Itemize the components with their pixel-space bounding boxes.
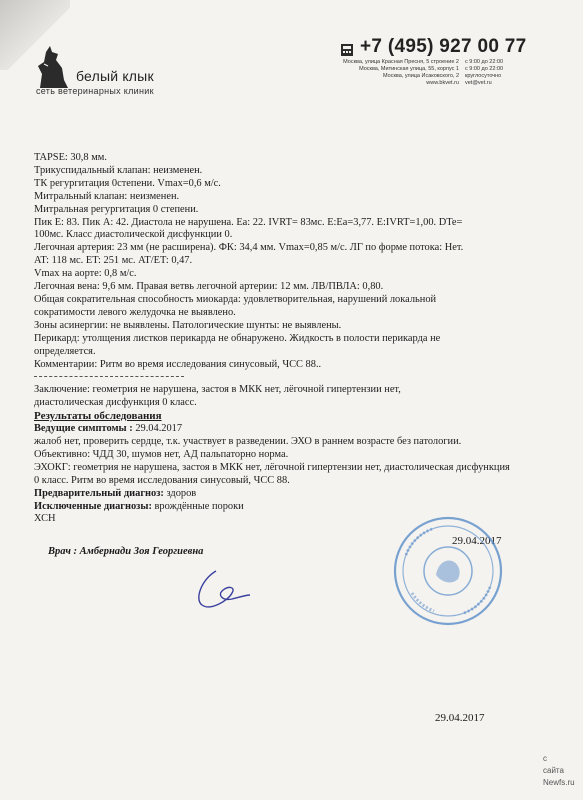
address-line: Москва, улица Исаковского, 2 bbox=[383, 73, 459, 79]
preliminary-diagnosis bbox=[34, 488, 564, 501]
report-line: Зоны асинергии: не выявлены. Патологические шунты: не выявлены. bbox=[34, 319, 342, 331]
address-line: Москва, Митинская улица, 55, корпус 1 bbox=[359, 66, 459, 72]
echo-line: ЭХОКГ: геометрия не нарушена, застоя в МКК нет, лёгочной гипертензии нет, диастолическая дисфункция bbox=[34, 461, 510, 473]
report-line: Перикард: утолщения листков перикарда не обнаружено. Жидкость в полости перикарда не bbox=[34, 332, 441, 344]
prelim-label: Предварительный диагноз: bbox=[34, 487, 164, 499]
brand-tagline: сеть ветеринарных клиник bbox=[36, 86, 154, 96]
dashed-divider bbox=[34, 376, 184, 378]
report-body bbox=[34, 152, 564, 526]
brand-name: белый клык bbox=[76, 68, 154, 84]
conclusion-line: Заключение: геометрия не нарушена, застоя в МКК нет, лёгочной гипертензии нет, bbox=[34, 384, 401, 396]
report-line: Общая сократительная способность миокарда: удовлетворительная, нарушений локальной bbox=[34, 293, 437, 305]
hours-line: с 9:00 до 22:00 bbox=[465, 59, 504, 65]
report-line: Митральная регургитация 0 степени. bbox=[34, 203, 199, 215]
prelim-value: здоров bbox=[166, 487, 197, 499]
report-line: определяется. bbox=[34, 345, 96, 357]
report-line: Комментарии: Ритм во время исследования синусовый, ЧСС 88.. bbox=[34, 358, 322, 370]
report-line: 100мс. Класс диастолической дисфункции 0. bbox=[34, 229, 233, 241]
report-line: Пик Е: 83. Пик А: 42. Диастола не нарушена. Еа: 22. IVRT= 83мс. Е:Еа=3,77. E:IVRT=1,00. DTe= bbox=[34, 216, 463, 228]
phone-icon bbox=[340, 43, 354, 57]
excluded-extra: ХСН bbox=[34, 513, 56, 525]
watermark-text: сайта bbox=[543, 766, 564, 775]
report-line: Митральный клапан: неизменен. bbox=[34, 190, 180, 202]
report-line: ТК регургитация 0степени. Vmax=0,6 м/с. bbox=[34, 177, 221, 189]
doctor-name: Врач : Амбернади Зоя Георгиевна bbox=[48, 546, 204, 557]
website-line: www.bkvet.ru bbox=[426, 80, 459, 86]
echo-line: 0 класс. Ритм во время исследования синусовый, ЧСС 88. bbox=[34, 474, 290, 486]
clinic-phone: +7 (495) 927 00 77 bbox=[360, 36, 527, 57]
excluded-diagnosis bbox=[34, 501, 564, 514]
symptoms-value: 29.04.2017 bbox=[135, 423, 183, 435]
excluded-value: врождённые пороки bbox=[154, 500, 244, 512]
address-line: Москва, улица Красная Пресня, 5 строение 2 bbox=[343, 59, 459, 65]
report-line: сократимости левого желудочка не выявлено. bbox=[34, 306, 236, 318]
email-line: vet@vet.ru bbox=[465, 80, 492, 86]
hours-line: с 9:00 до 22:00 bbox=[465, 66, 504, 72]
watermark-text: Newfs.ru bbox=[543, 778, 575, 787]
doctor-signature-icon bbox=[188, 565, 258, 615]
clinic-stamp-icon bbox=[392, 515, 504, 627]
complaint-line: жалоб нет, проверить сердце, т.к. участвует в разведении. ЭХО в раннем возрасте без патологии. bbox=[34, 436, 462, 448]
watermark-text: с bbox=[543, 754, 547, 763]
symptoms-line bbox=[34, 423, 564, 436]
stamp-date: 29.04.2017 bbox=[435, 712, 485, 724]
report-line: Vmax на аорте: 0,8 м/с. bbox=[34, 268, 137, 280]
objective-line: Объективно: ЧДД 30, шумов нет, АД пальпаторно норма. bbox=[34, 448, 289, 460]
clinic-letterhead bbox=[0, 30, 583, 100]
conclusion-line: диастолическая дисфункция 0 класс. bbox=[34, 397, 197, 409]
report-date: 29.04.2017 bbox=[452, 535, 502, 547]
excluded-label: Исключенные диагнозы: bbox=[34, 500, 152, 512]
report-line: Легочная артерия: 23 мм (не расширена). ФК: 34,4 мм. Vmax=0,85 м/с. ЛГ по форме потока: Нет. bbox=[34, 242, 464, 254]
results-title: Результаты обследования bbox=[34, 410, 162, 423]
report-line: TAPSE: 30,8 мм. bbox=[34, 152, 107, 163]
report-line: AT: 118 мс. ET: 251 мс. AT/ET: 0,47. bbox=[34, 255, 193, 267]
report-line: Легочная вена: 9,6 мм. Правая ветвь легочной артерии: 12 мм. ЛВ/ПВЛА: 0,80. bbox=[34, 281, 384, 293]
hours-line: круглосуточно bbox=[465, 73, 502, 79]
symptoms-label: Ведущие симптомы : bbox=[34, 423, 133, 435]
report-line: Трикуспидальный клапан: неизменен. bbox=[34, 164, 203, 176]
dog-logo-icon bbox=[34, 44, 70, 90]
